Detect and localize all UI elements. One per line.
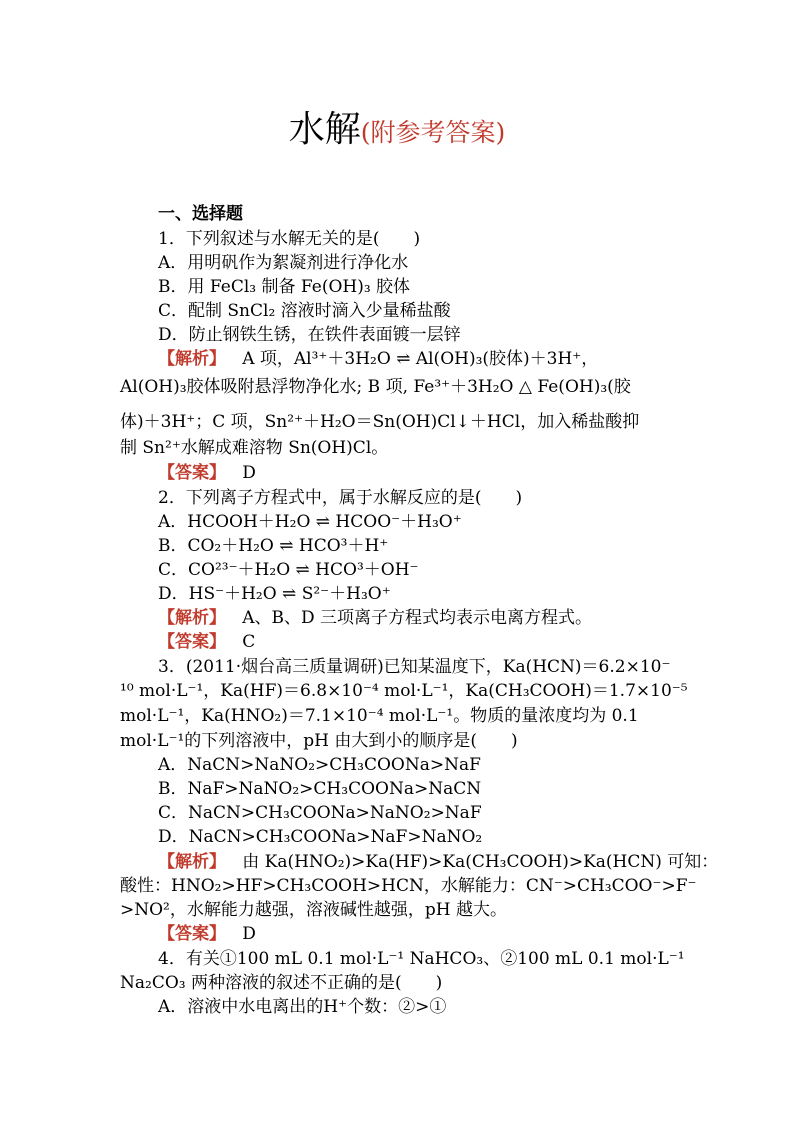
q1-option-c: C．配制 SnCl₂ 溶液时滴入少量稀盐酸 <box>158 301 451 321</box>
q4-stem-line1: 4．有关①100 mL 0.1 mol·L⁻¹ NaHCO₃、②100 mL 0.1 mol·L⁻¹ <box>158 949 685 969</box>
q2-answer-tag: 【答案】 <box>158 632 226 652</box>
q3-analysis-line3: >NO²，水解能力越强，溶液碱性越强，pH 越大。 <box>120 900 507 920</box>
q2-option-b: B．CO₂＋H₂O ⇌ HCO³＋H⁺ <box>158 536 389 556</box>
title-sub: (附参考答案) <box>360 118 506 147</box>
q3-stem-line4: mol·L⁻¹的下列溶液中，pH 由大到小的顺序是( ) <box>120 731 518 751</box>
q1-answer-tag: 【答案】 <box>158 463 226 483</box>
q3-option-d: D．NaCN>CH₃COONa>NaF>NaNO₂ <box>158 827 483 847</box>
q2-answer-row <box>158 631 718 653</box>
q3-option-a: A．NaCN>NaNO₂>CH₃COONa>NaF <box>158 755 481 775</box>
q1-option-b: B．用 FeCl₃ 制备 Fe(OH)₃ 胶体 <box>158 277 411 297</box>
q2-analysis: A、B、D 三项离子方程式均表示电离方程式。 <box>242 608 593 628</box>
q2-stem: 2．下列离子方程式中，属于水解反应的是( ) <box>158 488 523 508</box>
q3-answer: D <box>242 924 256 944</box>
q3-analysis-tag: 【解析】 <box>158 852 226 872</box>
q1-option-a: A．用明矾作为絮凝剂进行净化水 <box>158 253 409 273</box>
q3-stem-line3: mol·L⁻¹，Ka(HNO₂)＝7.1×10⁻⁴ mol·L⁻¹。物质的量浓度均为 0.1 <box>120 706 639 726</box>
q2-option-d: D．HS⁻＋H₂O ⇌ S²⁻＋H₃O⁺ <box>158 584 391 604</box>
q3-analysis-row1 <box>158 851 718 873</box>
q3-analysis-line2: 酸性：HNO₂>HF>CH₃COOH>HCN，水解能力：CN⁻>CH₃COO⁻>F⁻ <box>120 876 697 896</box>
q2-analysis-row <box>158 607 718 629</box>
q2-analysis-tag: 【解析】 <box>158 608 226 628</box>
q3-option-b: B．NaF>NaNO₂>CH₃COONa>NaCN <box>158 779 482 799</box>
q3-stem-line1: 3．(2011·烟台高三质量调研)已知某温度下，Ka(HCN)＝6.2×10⁻ <box>158 657 671 677</box>
q1-stem: 1．下列叙述与水解无关的是( ) <box>158 229 421 249</box>
q1-analysis-line4: 制 Sn²⁺水解成难溶物 Sn(OH)Cl。 <box>120 438 389 458</box>
q3-option-c: C．NaCN>CH₃COONa>NaNO₂>NaF <box>158 803 482 823</box>
q4-stem-line2: Na₂CO₃ 两种溶液的叙述不正确的是( ) <box>120 973 443 993</box>
q3-answer-row <box>158 923 718 945</box>
q3-answer-tag: 【答案】 <box>158 924 226 944</box>
q3-stem-line2: ¹⁰ mol·L⁻¹，Ka(HF)＝6.8×10⁻⁴ mol·L⁻¹，Ka(CH₃COOH)＝1.7×10⁻⁵ <box>120 681 688 701</box>
q1-analysis-line3: 体)＋3H⁺；C 项，Sn²⁺＋H₂O＝Sn(OH)Cl↓＋HCl，加入稀盐酸抑 <box>120 412 640 432</box>
q1-answer-row <box>158 462 718 484</box>
q1-answer: D <box>242 463 256 483</box>
page-title <box>0 108 794 155</box>
q1-analysis-line2: Al(OH)₃胶体吸附悬浮物净化水; B 项, Fe³⁺＋3H₂O △ Fe(OH)₃(胶 <box>120 377 631 397</box>
q1-analysis-row1 <box>158 348 718 370</box>
q3-analysis-line1: 由 Ka(HNO₂)>Ka(HF)>Ka(CH₃COOH)>Ka(HCN) 可知： <box>242 852 719 872</box>
section-heading: 一、选择题 <box>158 204 243 224</box>
q4-option-a: A．溶液中水电离出的H⁺个数：②>① <box>158 997 447 1017</box>
q2-option-c: C．CO²³⁻＋H₂O ⇌ HCO³＋OH⁻ <box>158 560 419 580</box>
q1-option-d: D．防止钢铁生锈，在铁件表面镀一层锌 <box>158 325 461 345</box>
q1-analysis-line1: A 项，Al³⁺＋3H₂O ⇌ Al(OH)₃(胶体)＋3H⁺， <box>242 349 599 369</box>
title-main: 水解 <box>288 109 361 150</box>
q2-answer: C <box>242 632 256 652</box>
q2-option-a: A．HCOOH＋H₂O ⇌ HCOO⁻＋H₃O⁺ <box>158 512 462 532</box>
q1-analysis-tag: 【解析】 <box>158 349 226 369</box>
